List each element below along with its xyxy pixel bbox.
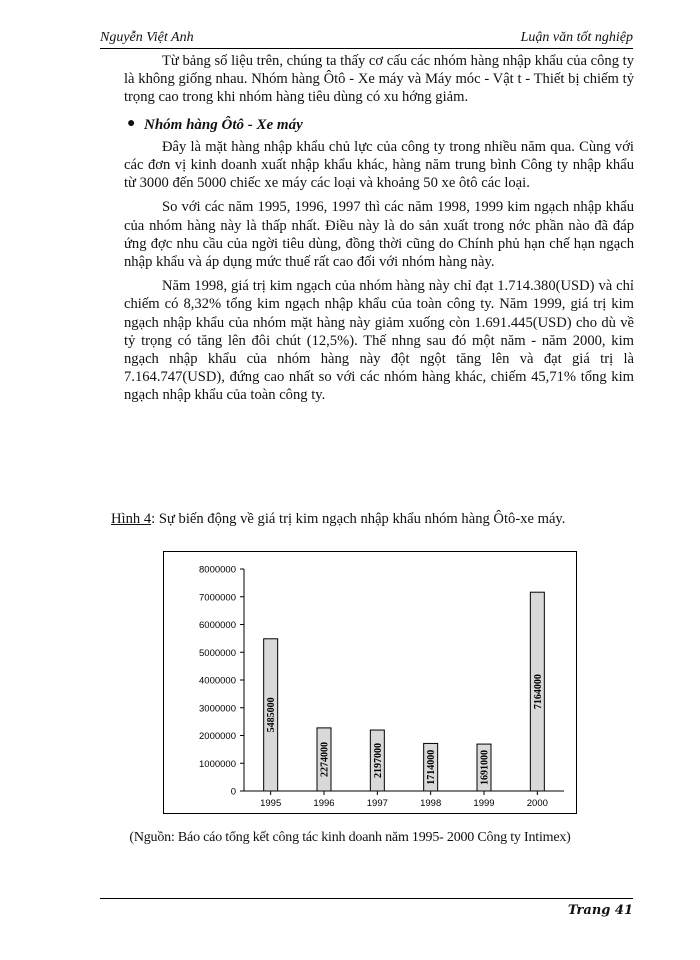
y-tick-label: 6000000 <box>199 620 236 631</box>
paragraph-values: Năm 1998, giá trị kim ngạch của nhóm hàng này chỉ đạt 1.714.380(USD) và chỉ chiếm có 8,32% tổng kim ngạch nhập khẩu của toàn công ty. Năm 1999, giá trị kim ngạch nhập khẩu của nhóm mặt hàng này giảm xuống còn 1.691.445(USD) cho dù về tỷ trọng có tăng lên đôi chút (12,5%). Thế nhng sau đó một năm - năm 2000, kim ngạch nhập khẩu của nhóm hàng này đột ngột tăng lên và đạt giá trị là 7.164.747(USD), đứng cao nhất so với các nhóm hàng khác, chiếm 45,71% tổng kim ngạch nhập khẩu của toàn công ty. <box>124 278 634 404</box>
bar-chart <box>164 552 576 813</box>
paragraph-intro: Từ bảng số liệu trên, chúng ta thấy cơ cấu các nhóm hàng nhập khẩu của công ty là không giống nhau. Nhóm hàng Ôtô - Xe máy và Máy móc - Vật t - Thiết bị chiếm tỷ trọng cao trong khi nhóm hàng tiêu dùng có xu hớng giảm. <box>124 53 634 106</box>
header-rule <box>100 48 633 49</box>
x-tick-label: 1996 <box>313 798 335 809</box>
figure-caption-text: : Sự biến động về giá trị kim ngạch nhập khẩu nhóm hàng Ôtô-xe máy. <box>151 511 566 527</box>
data-label: 1691000 <box>479 750 491 786</box>
paragraph-main-item: Đây là mặt hàng nhập khẩu chủ lực của công ty trong nhiều năm qua. Cùng với các đơn vị kinh doanh xuất nhập khẩu khác, hàng năm trung bình Công ty nhập khẩu từ 3000 đến 5000 chiếc xe máy các loại và khoảng 50 xe ôtô các loại. <box>124 138 634 192</box>
x-tick-label: 1998 <box>420 798 442 809</box>
y-tick-label: 8000000 <box>199 564 236 576</box>
bullet-icon: ● <box>127 115 136 131</box>
y-tick-label: 5000000 <box>199 647 236 659</box>
figure-caption <box>111 511 651 528</box>
data-label: 7164000 <box>532 674 544 710</box>
header-doc-type: Luận văn tốt nghiệp <box>520 30 633 45</box>
y-tick-label: 0 <box>230 786 236 798</box>
body-text <box>124 52 634 405</box>
footer-rule <box>100 898 633 899</box>
data-label: 2197000 <box>372 743 384 779</box>
y-tick-label: 2000000 <box>199 731 236 742</box>
y-tick-label: 3000000 <box>199 703 236 715</box>
x-tick-label: 1995 <box>260 798 282 809</box>
y-tick-label: 7000000 <box>199 592 236 604</box>
paragraph-comparison: So với các năm 1995, 1996, 1997 thì các năm 1998, 1999 kim ngạch nhập khẩu của nhóm hàng này là thấp nhất. Điều này là do sản xuất trong nớc phần nào đã đáp ứng đợc nhu cầu của ngời tiêu dùng, đồng thời cũng do Chính phủ hạn chế hạn ngạch nhập khẩu và áp dụng mức thuế rất cao đối với nhóm hàng này. <box>124 199 634 271</box>
chart-frame <box>163 551 577 814</box>
figure-source: (Nguồn: Báo cáo tổng kết công tác kinh doanh năm 1995- 2000 Công ty Intimex) <box>129 830 571 845</box>
header-author: Nguyễn Việt Anh <box>100 30 194 45</box>
section-heading <box>124 116 634 134</box>
data-label: 1714000 <box>426 749 438 785</box>
data-label: 5485000 <box>266 697 278 733</box>
page-header <box>100 28 633 48</box>
x-tick-label: 1997 <box>366 798 388 809</box>
x-tick-label: 1999 <box>473 798 495 809</box>
y-tick-label: 1000000 <box>199 758 236 770</box>
y-tick-label: 4000000 <box>199 675 236 687</box>
data-label: 2274000 <box>319 741 331 777</box>
section-heading-text: Nhóm hàng Ôtô - Xe máy <box>144 116 303 133</box>
figure-label: Hình 4 <box>111 511 152 527</box>
x-tick-label: 2000 <box>526 798 548 809</box>
page-number: Trang 41 <box>567 903 633 918</box>
